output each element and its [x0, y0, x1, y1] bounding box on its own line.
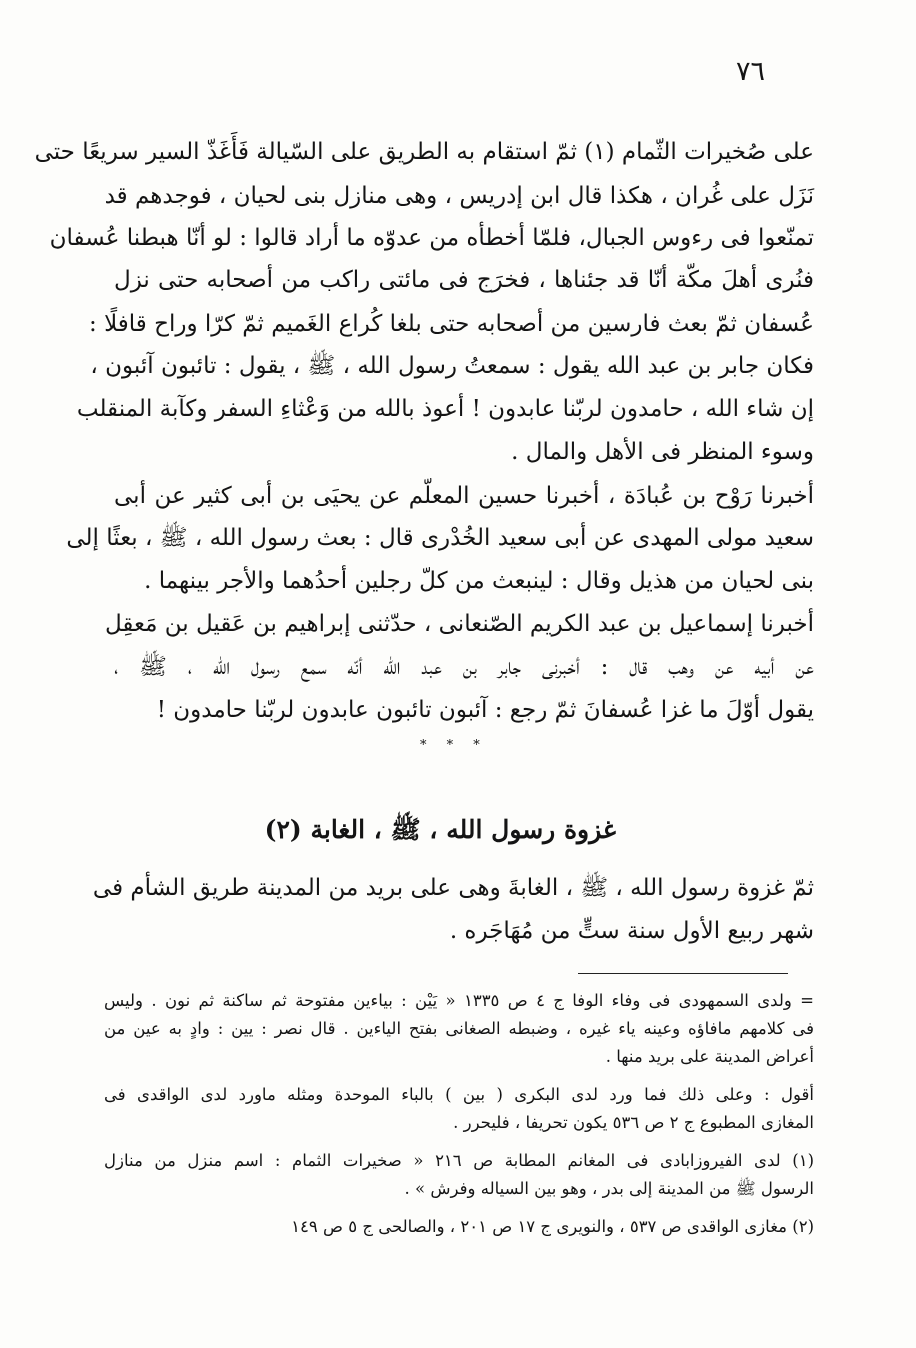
- paragraph-1-line-7: إن شاء الله ، حامدون لربّنا عابدون ! أعوذ بالله من وَعْثاءِ السفر وكآبة المنقلب: [76, 396, 814, 422]
- section-paragraph-line-1: ثمّ غزوة رسول الله ، ﷺ ، الغابةَ وهى على بريد من المدينة طريق الشأم فى: [92, 875, 814, 901]
- section-paragraph-line-2: شهر ربيع الأول سنة ستٍّ من مُهَاجَره .: [449, 918, 814, 944]
- footnote-continued-line-3: أعراض المدينة على بريد منها .: [605, 1047, 814, 1066]
- paragraph-1-line-6: فكان جابر بن عبد الله يقول : سمعتُ رسول الله ، ﷺ ، يقول : تائبون آئبون ،: [90, 353, 814, 379]
- footnote-2-line-1: (٢) مغازى الواقدى ص ٥٣٧ ، والنويرى ج ١٧ ص ٢٠١ ، والصالحى ج ٥ ص ١٤٩: [291, 1217, 814, 1236]
- section-heading: غزوة رسول الله ، ﷺ ، الغابة (٢): [264, 815, 616, 844]
- footnote-1-line-1: (١) لدى الفيروزابادى فى المغانم المطابة ص ٢١٦ « صخيرات الثمام : اسم منزل من منازل: [104, 1151, 814, 1170]
- paragraph-2-line-1: أخبرنا رَوْح بن عُبادَة ، أخبرنا حسين المعلّم عن يحيَى بن أبى كثير عن أبى: [114, 483, 814, 509]
- section-separator: * * *: [420, 738, 488, 753]
- paragraph-1-line-5: عُسفان ثمّ بعث فارسين من أصحابه حتى بلغا كُراع الغَميم ثمّ كرّا وراح قافلًا :: [89, 311, 814, 337]
- paragraph-2-line-3: بنى لحيان من هذيل وقال : لينبعث من كلّ رجلين أحدُهما والأجر بينهما .: [144, 568, 814, 594]
- footnote-note-line-1: أقول : وعلى ذلك فما ورد لدى البكرى ( بين ) بالباء الموحدة ومثله ماورد لدى الواقدى فى: [104, 1085, 814, 1104]
- footnote-continued-line-2: فى كلامهم مافاؤه وعينه ياء غيره ، وضبطه الصغانى بفتح الياءين . قال نصر : يين : وادٍ به عين من: [104, 1019, 814, 1038]
- paragraph-3-line-3: يقول أوّلَ ما غزا عُسفانَ ثمّ رجع : آئبون تائبون عابدون لربّنا حامدون !: [156, 697, 814, 723]
- paragraph-2-line-2: سعيد مولى المهدى عن أبى سعيد الخُدْرى قال : بعث رسول الله ، ﷺ ، بعثًا إلى: [66, 525, 814, 551]
- footnote-continued-line-1: = ولدى السمهودى فى وفاء الوفا ج ٤ ص ١٣٣٥ « يَيْن : بياءين مفتوحة ثم ساكنة ثم نون . وليس: [104, 991, 814, 1010]
- paragraph-1-line-1: على صُخيرات الثّمام (١) ثمّ استقام به الطريق على السّيالة فَأَغَذّ السير سريعًا حتى: [34, 139, 814, 165]
- footnote-rule: [578, 973, 788, 974]
- paragraph-1-line-4: فنُرى أهلَ مكّة أنّا قد جئناها ، فخرَج فى مائتى راكب من أصحابه حتى نزل: [114, 267, 814, 293]
- paragraph-1-line-3: تمنّعوا فى رءوس الجبال، فلمّا أخطأه من عدوّه ما أراد قالوا : لو أنّا هبطنا عُسفان: [49, 225, 814, 251]
- paragraph-1-line-8: وسوء المنظر فى الأهل والمال .: [511, 439, 814, 465]
- footnote-note-line-2: المغازى المطبوع ج ٢ ص ٥٣٦ يكون تحريفا ، فليحرر .: [453, 1113, 814, 1132]
- paragraph-3-line-1: أخبرنا إسماعيل بن عبد الكريم الصّنعانى ، حدّثنى إبراهيم بن عَقيل بن مَعقِل: [104, 611, 814, 637]
- page-number: ٧٦: [736, 56, 766, 87]
- paragraph-1-line-2: نَزَل على غُران ، هكذا قال ابن إدريس ، وهى منازل بنى لحيان ، فوجدهم قد: [104, 183, 814, 209]
- paragraph-3-line-2: عن أبيه عن وهب قال : أخبرنى جابر بن عبد الله أنّه سمع رسول الله ، ﷺ ،: [114, 654, 814, 680]
- footnote-1-line-2: الرسول ﷺ من المدينة إلى بدر ، وهو بين السياله وفرش » .: [404, 1179, 814, 1198]
